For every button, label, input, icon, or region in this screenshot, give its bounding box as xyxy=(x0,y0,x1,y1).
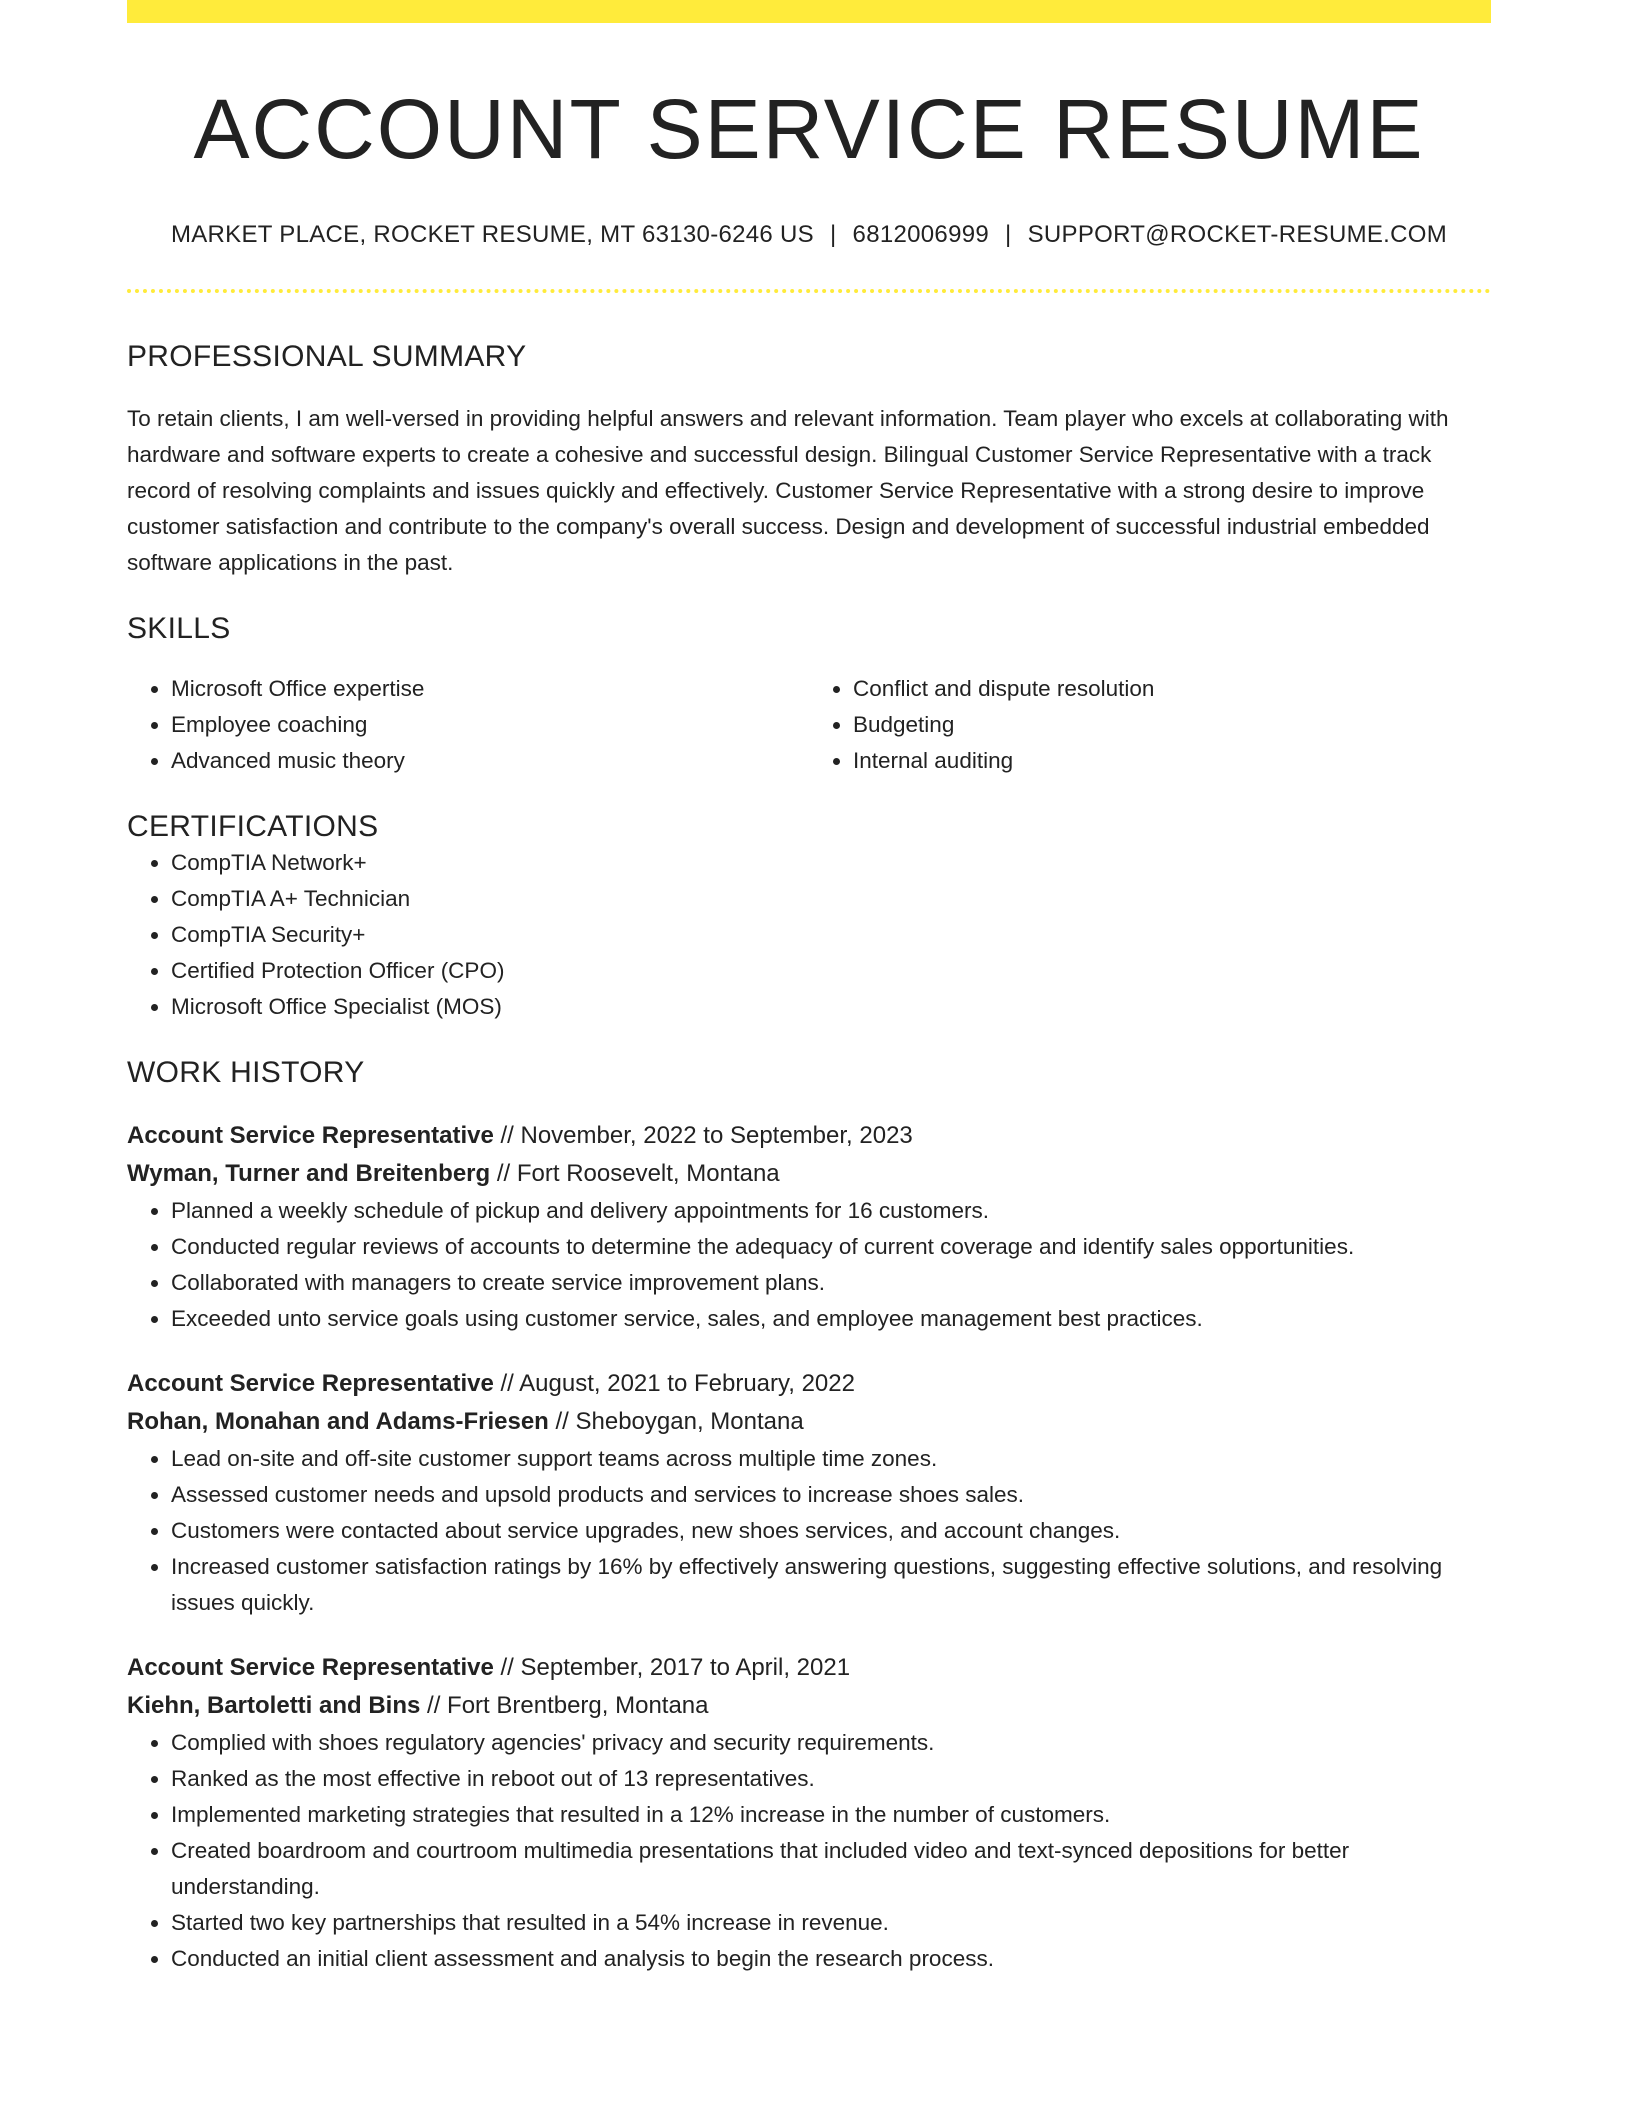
job-bullet: • Conducted regular reviews of accounts to determine the adequacy of current coverage and identify sales opportunities. xyxy=(171,1229,1491,1265)
job-dates: // August, 2021 to February, 2022 xyxy=(493,1369,855,1397)
contact-line xyxy=(127,219,1491,250)
summary-heading: PROFESSIONAL SUMMARY xyxy=(127,339,527,373)
job-location: // Sheboygan, Montana xyxy=(548,1407,804,1435)
certifications-list xyxy=(127,845,1491,1025)
job-entry xyxy=(127,1365,1491,1621)
contact-separator: | xyxy=(830,221,837,249)
contact-address: MARKET PLACE, ROCKET RESUME, MT 63130-6246 US xyxy=(170,221,814,249)
job-dates: // September, 2017 to April, 2021 xyxy=(493,1653,851,1681)
job-role-line xyxy=(127,1365,1491,1403)
skill-item: • Advanced music theory xyxy=(171,743,809,779)
job-dates: // November, 2022 to September, 2023 xyxy=(493,1121,913,1149)
job-role: Account Service Representative xyxy=(127,1369,494,1397)
job-bullet: • Complied with shoes regulatory agencies' privacy and security requirements. xyxy=(171,1725,1491,1761)
skills-grid xyxy=(127,671,1491,779)
certification-item: • CompTIA Network+ xyxy=(171,845,1491,881)
job-company-line xyxy=(127,1403,1491,1441)
certification-item: • CompTIA A+ Technician xyxy=(171,881,1491,917)
skill-item: • Microsoft Office expertise xyxy=(171,671,809,707)
job-role-line xyxy=(127,1117,1491,1155)
job-entry xyxy=(127,1117,1491,1337)
contact-email[interactable]: SUPPORT@ROCKET-RESUME.COM xyxy=(1027,221,1448,249)
job-company: Kiehn, Bartoletti and Bins xyxy=(127,1691,421,1719)
skills-list-left xyxy=(127,671,809,779)
header-divider xyxy=(127,289,1491,293)
job-role: Account Service Representative xyxy=(127,1653,494,1681)
skill-item: • Budgeting xyxy=(853,707,1491,743)
contact-phone: 6812006999 xyxy=(852,221,990,249)
job-bullet: • Conducted an initial client assessment and analysis to begin the research process. xyxy=(171,1941,1491,1977)
summary-text: To retain clients, I am well-versed in providing helpful answers and relevant information. Team player who excels at collaborating with hardware and software experts to create a cohesive and successful design. Bilingual Customer Service Representative with a track record of resolving complaints and issues quickly and effectively. Customer Service Representative with a strong desire to improve customer satisfaction and contribute to the company's overall success. Design and development of successful industrial embedded software applications in the past. xyxy=(127,405,1449,575)
certification-item: • Microsoft Office Specialist (MOS) xyxy=(171,989,1491,1025)
job-company: Rohan, Monahan and Adams-Friesen xyxy=(127,1407,549,1435)
job-bullet: • Lead on-site and off-site customer support teams across multiple time zones. xyxy=(171,1441,1491,1477)
top-accent-bar xyxy=(127,0,1491,23)
job-entry xyxy=(127,1649,1491,1977)
job-role: Account Service Representative xyxy=(127,1121,494,1149)
certification-item: • CompTIA Security+ xyxy=(171,917,1491,953)
job-bullet: • Planned a weekly schedule of pickup and delivery appointments for 16 customers. xyxy=(171,1193,1491,1229)
job-bullet: • Exceeded unto service goals using customer service, sales, and employee management best practices. xyxy=(171,1301,1491,1337)
work-history-heading: WORK HISTORY xyxy=(127,1055,365,1089)
job-company-line xyxy=(127,1687,1491,1725)
job-bullet: • Started two key partnerships that resulted in a 54% increase in revenue. xyxy=(171,1905,1491,1941)
job-location: // Fort Brentberg, Montana xyxy=(420,1691,709,1719)
job-bullet: • Collaborated with managers to create service improvement plans. xyxy=(171,1265,1491,1301)
job-bullet: • Implemented marketing strategies that resulted in a 12% increase in the number of customers. xyxy=(171,1797,1491,1833)
job-bullets xyxy=(127,1441,1491,1621)
resume-page xyxy=(127,0,1491,1977)
job-bullet: • Created boardroom and courtroom multimedia presentations that included video and text-synced depositions for better understanding. xyxy=(171,1833,1491,1905)
job-bullets xyxy=(127,1725,1491,1977)
job-bullet: • Customers were contacted about service upgrades, new shoes services, and account changes. xyxy=(171,1513,1491,1549)
skill-item: • Internal auditing xyxy=(853,743,1491,779)
skill-item: • Employee coaching xyxy=(171,707,809,743)
job-bullet: • Ranked as the most effective in reboot out of 13 representatives. xyxy=(171,1761,1491,1797)
contact-separator: | xyxy=(1005,221,1012,249)
job-company: Wyman, Turner and Breitenberg xyxy=(127,1159,491,1187)
job-location: // Fort Roosevelt, Montana xyxy=(490,1159,780,1187)
job-bullet: • Assessed customer needs and upsold products and services to increase shoes sales. xyxy=(171,1477,1491,1513)
certifications-heading: CERTIFICATIONS xyxy=(127,809,379,843)
certification-item: • Certified Protection Officer (CPO) xyxy=(171,953,1491,989)
skills-list-right xyxy=(809,671,1491,779)
resume-title: ACCOUNT SERVICE RESUME xyxy=(193,82,1425,176)
skill-item: • Conflict and dispute resolution xyxy=(853,671,1491,707)
job-bullet: • Increased customer satisfaction ratings by 16% by effectively answering questions, suggesting effective solutions, and resolving issues quickly. xyxy=(171,1549,1491,1621)
job-role-line xyxy=(127,1649,1491,1687)
job-company-line xyxy=(127,1155,1491,1193)
skills-heading: SKILLS xyxy=(127,611,231,645)
job-bullets xyxy=(127,1193,1491,1337)
